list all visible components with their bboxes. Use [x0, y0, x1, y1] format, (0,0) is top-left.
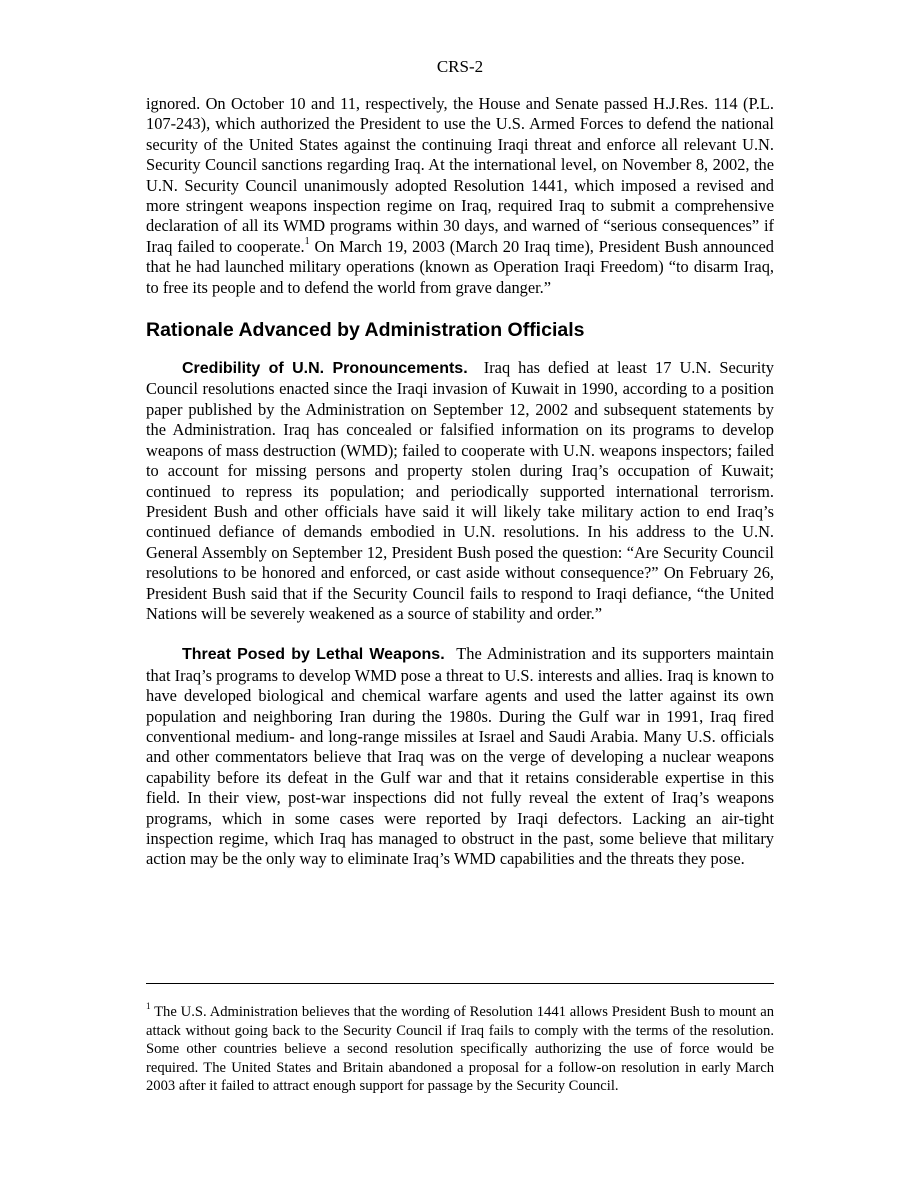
credibility-run-in-heading: Credibility of U.N. Pronouncements. [182, 360, 468, 378]
section-heading: Rationale Advanced by Administration Officials [146, 319, 585, 342]
intro-text: ignored. On October 10 and 11, respectively, the House and Senate passed H.J.Res. 114 (P.L. 107-243), which authorized the President to use the U.S. Armed Forces to defend the national security of the United States against the continuing Iraqi threat and enforce all relevant U.N. Security Council sanctions regarding Iraq. At the international level, on November 8, 2002, the U.N. Security Council unanimously adopted Resolution 1441, which imposed a revised and more stringent weapons inspection regime on Iraq, required Iraq to submit a comprehensive declaration of all its WMD programs within 30 days, and warned of “serious consequences” if Iraq failed to cooperate. [146, 94, 774, 256]
document-body [146, 94, 774, 870]
footnote-reference[interactable]: 1 [304, 236, 310, 248]
footnote-number: 1 [146, 1001, 151, 1012]
footnote-divider [146, 983, 774, 984]
threat-body: The Administration and its supporters maintain that Iraq’s programs to develop WMD pose a threat to U.S. interests and allies. Iraq is known to have developed biological and chemical warfare agents and used the latter against its own population and neighboring Iran during the 1980s. During the Gulf war in 1991, Iraq fired conventional medium- and long-range missiles at Israel and Saudi Arabia. Many U.S. officials and other commentators believe that Iraq was on the verge of developing a nuclear weapons capability before its defeat in the Gulf war and that it retains considerable expertise in this field. In their view, post-war inspections did not fully reveal the extent of Iraq’s weapons programs, which in some cases were reported by Iraqi defectors. Lacking an air-tight inspection regime, which Iraq has managed to obstruct in the past, some believe that military action may be the only way to eliminate Iraq’s WMD capabilities and the threats they pose. [146, 644, 774, 869]
intro-paragraph [146, 94, 774, 298]
threat-run-in-heading: Threat Posed by Lethal Weapons. [182, 646, 445, 664]
credibility-body: Iraq has defied at least 17 U.N. Security Council resolutions enacted since the Iraqi invasion of Kuwait in 1990, according to a position paper published by the Administration on September 12, 2002 and subsequent statements by the Administration. Iraq has concealed or falsified information on its programs to develop weapons of mass destruction (WMD); failed to cooperate with U.N. weapons inspectors; failed to account for missing persons and property stolen during Iraq’s occupation of Kuwait; continued to repress its population; and periodically supported international terrorism. President Bush and other officials have said it will likely take military action to end Iraq’s continued defiance of demands embodied in U.N. resolutions. In his address to the U.N. General Assembly on September 12, President Bush posed the question: “Are Security Council resolutions to be honored and enforced, or cast aside without consequence?” On February 26, President Bush said that if the Security Council fails to respond to Iraqi defiance, “the United Nations will be severely weakened as a source of stability and order.” [146, 358, 774, 623]
footnote-text: The U.S. Administration believes that the wording of Resolution 1441 allows President Bush to mount an attack without going back to the Security Council if Iraq fails to comply with the terms of the resolution. Some other countries believe a second resolution specifically authorizing the use of force would be required. The United States and Britain abandoned a proposal for a follow-on resolution in early March 2003 after it failed to attract enough support for passage by the Security Council. [146, 1004, 774, 1095]
paragraph-spacer [146, 624, 774, 644]
page-number-header: CRS-2 [436, 57, 484, 76]
intro-text-continued: On March 19, 2003 (March 20 Iraq time), President Bush announced that he had launched military operations (known as Operation Iraqi Freedom) “to disarm Iraq, to free its people and to defend the world from grave danger.” [146, 236, 774, 297]
threat-paragraph [146, 644, 774, 869]
credibility-paragraph [146, 358, 774, 624]
footnote [146, 1003, 774, 1096]
